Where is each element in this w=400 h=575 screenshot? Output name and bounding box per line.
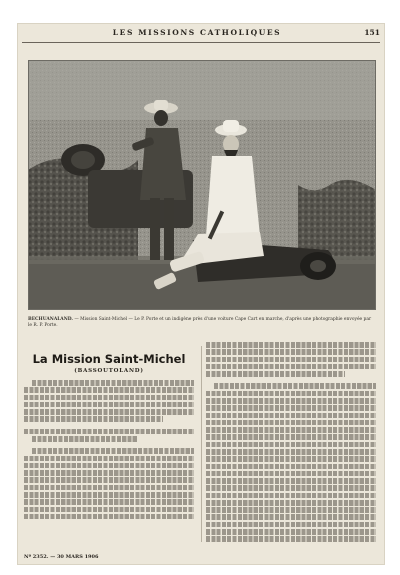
text-line xyxy=(206,391,376,397)
text-line xyxy=(24,409,194,415)
text-line xyxy=(206,342,376,348)
text-line xyxy=(206,420,376,426)
text-line xyxy=(206,471,376,477)
text-line xyxy=(24,470,194,476)
text-line xyxy=(206,427,376,433)
photo-caption xyxy=(28,317,376,329)
text-line xyxy=(206,514,376,520)
text-line xyxy=(206,371,345,377)
text-line xyxy=(24,456,194,462)
caption-lead: BECHUANALAND. xyxy=(28,317,73,322)
text-line xyxy=(206,413,376,419)
text-line xyxy=(32,380,194,386)
text-line xyxy=(214,383,376,389)
text-line xyxy=(32,448,194,454)
text-line xyxy=(206,464,376,470)
text-line xyxy=(24,402,194,408)
running-title: LES MISSIONS CATHOLIQUES xyxy=(112,28,282,37)
intro-paragraph xyxy=(24,380,194,422)
letter-heading xyxy=(24,429,194,442)
magazine-page xyxy=(18,24,384,564)
text-line xyxy=(24,429,194,435)
text-line xyxy=(206,449,376,455)
header-rule xyxy=(22,42,380,43)
photograph-illustration xyxy=(28,60,376,310)
text-line xyxy=(206,442,376,448)
text-line xyxy=(24,492,194,498)
caption-text: — Mission Saint-Michel — Le P. Porte et un indigène près d'une voiture Cape Cart en marche, d'après une photographie envoyée par le R. P. Porte. xyxy=(28,317,372,328)
article-title: La Mission Saint-Michel xyxy=(32,352,186,366)
text-line xyxy=(206,405,376,411)
text-line xyxy=(24,514,194,520)
text-line xyxy=(206,364,376,370)
text-line xyxy=(24,416,163,422)
text-line xyxy=(206,485,376,491)
body-paragraph xyxy=(24,448,194,519)
text-line xyxy=(206,493,376,499)
text-line xyxy=(206,398,376,404)
text-line xyxy=(24,477,194,483)
text-line xyxy=(206,349,376,355)
photograph xyxy=(28,60,376,310)
text-line xyxy=(206,522,376,528)
text-line xyxy=(24,463,194,469)
continued-paragraph xyxy=(206,342,376,377)
issue-footer: Nº 2352. — 30 MARS 1906 xyxy=(24,554,99,560)
page-number: 151 xyxy=(364,28,380,37)
text-line xyxy=(206,529,376,535)
column-rule xyxy=(201,346,202,542)
text-line xyxy=(24,485,194,491)
body-paragraph xyxy=(206,383,376,542)
text-line xyxy=(206,456,376,462)
text-line xyxy=(24,395,194,401)
text-line xyxy=(24,507,194,513)
running-head xyxy=(18,28,384,40)
left-column xyxy=(24,342,194,542)
text-line xyxy=(206,500,376,506)
text-line xyxy=(206,357,376,363)
text-line xyxy=(206,536,376,542)
right-column xyxy=(206,342,376,542)
text-line xyxy=(206,478,376,484)
text-line xyxy=(206,507,376,513)
text-line xyxy=(206,434,376,440)
text-line xyxy=(24,387,194,393)
text-line xyxy=(32,436,137,442)
text-line xyxy=(24,499,194,505)
article-subtitle: (BASSOUTOLAND) xyxy=(74,368,144,374)
